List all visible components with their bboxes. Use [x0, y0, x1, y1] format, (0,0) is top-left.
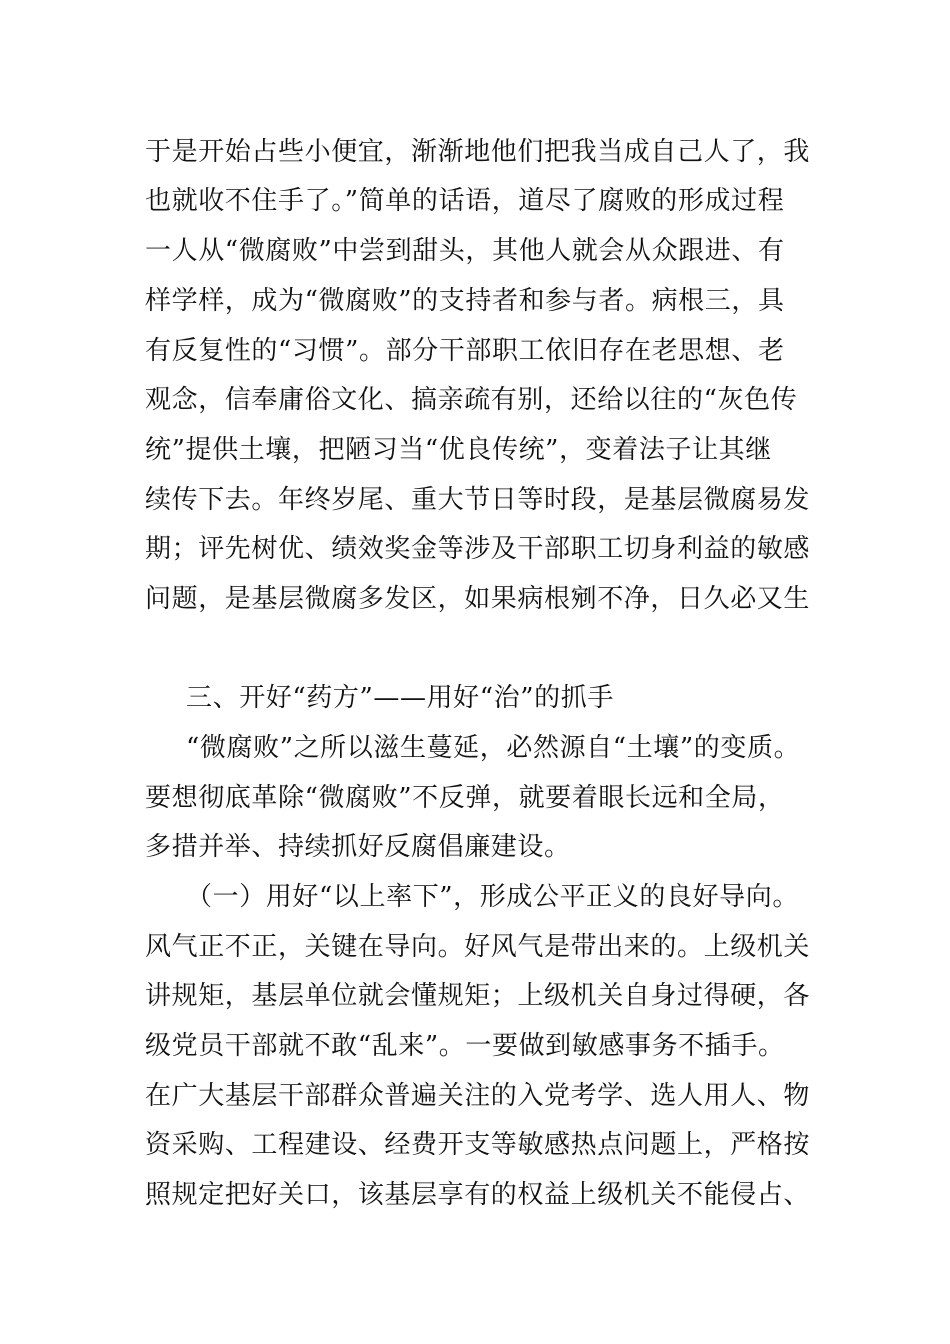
paragraph-1-line-5: 有反复性的“习惯”。部分干部职工依旧存在老思想、老 [145, 336, 785, 366]
paragraph-1-line-1: 于是开始占些小便宜，渐渐地他们把我当成自己人了，我 [145, 137, 811, 167]
paragraph-3-line-4: 级党员干部就不敢“乱来”。一要做到敏感事务不插手。 [145, 1031, 785, 1061]
paragraph-1-line-8: 续传下去。年终岁尾、重大节日等时段，是基层微腐易发 [145, 485, 811, 515]
paragraph-1-line-4: 样学样，成为“微腐败”的支持者和参与者。病根三，具 [145, 286, 785, 316]
paragraph-2-line-3: 多措并举、持续抓好反腐倡廉建设。 [145, 832, 571, 862]
paragraph-3-line-5: 在广大基层干部群众普遍关注的入党考学、选人用人、物 [145, 1081, 811, 1111]
paragraph-3-line-3: 讲规矩，基层单位就会懂规矩；上级机关自身过得硬，各 [145, 981, 811, 1011]
paragraph-2-line-1: “微腐败”之所以滋生蔓延，必然源自“土壤”的变质。 [186, 733, 801, 763]
paragraph-3-line-1: （一）用好“以上率下”，形成公平正义的良好导向。 [186, 882, 799, 912]
paragraph-2-line-2: 要想彻底革除“微腐败”不反弹，就要着眼长远和全局， [145, 783, 785, 813]
paragraph-1-line-2: 也就收不住手了。”简单的话语，道尽了腐败的形成过程 [145, 186, 785, 216]
paragraph-3-line-7: 照规定把好关口，该基层享有的权益上级机关不能侵占、 [145, 1180, 811, 1210]
paragraph-1-line-6: 观念，信奉庸俗文化、搞亲疏有别，还给以往的“灰色传 [145, 385, 798, 415]
section-heading: 三、开好“药方”——用好“治”的抓手 [186, 683, 614, 713]
paragraph-3-line-6: 资采购、工程建设、经费开支等敏感热点问题上，严格按 [145, 1130, 811, 1160]
paragraph-1-line-3: 一人从“微腐败”中尝到甜头，其他人就会从众跟进、有 [145, 236, 785, 266]
paragraph-1-line-9: 期；评先树优、绩效奖金等涉及干部职工切身利益的敏感 [145, 534, 811, 564]
paragraph-1-line-7: 统”提供土壤，把陋习当“优良传统”，变着法子让其继 [145, 435, 772, 465]
paragraph-1-line-10: 问题，是基层微腐多发区，如果病根剜不净，日久必又生 [145, 584, 811, 614]
paragraph-3-line-2: 风气正不正，关键在导向。好风气是带出来的。上级机关 [145, 932, 811, 962]
